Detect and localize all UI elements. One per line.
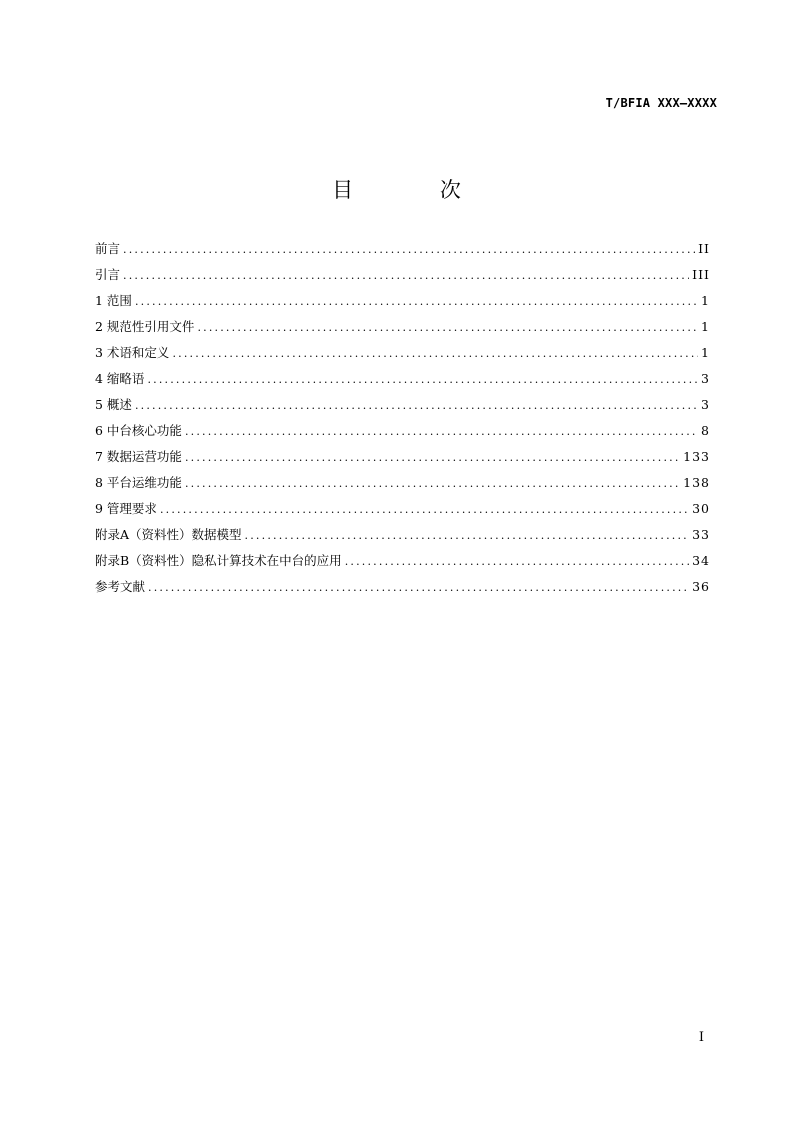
toc-entry-platform-maintenance[interactable] (95, 470, 710, 496)
toc-entry-page: 33 (692, 527, 710, 542)
toc-entry-page: 8 (701, 423, 710, 438)
toc-leader-dots (123, 263, 689, 289)
toc-entry-page: 3 (701, 371, 710, 386)
toc-entry-label: 3 术语和定义 (95, 345, 170, 360)
toc-entry-label: 附录B（资料性）隐私计算技术在中台的应用 (95, 553, 342, 568)
toc-entry-label: 5 概述 (95, 397, 132, 412)
toc-entry-terms-definitions[interactable] (95, 340, 710, 366)
toc-leader-dots (345, 549, 689, 575)
toc-list (95, 236, 710, 600)
toc-entry-normative-references[interactable] (95, 314, 710, 340)
toc-entry-scope[interactable] (95, 288, 710, 314)
toc-entry-foreword[interactable] (95, 236, 710, 262)
toc-leader-dots (172, 341, 698, 367)
toc-entry-page: 34 (692, 553, 710, 568)
toc-leader-dots (135, 289, 698, 315)
toc-entry-page: 36 (692, 579, 710, 594)
page-number: I (698, 1030, 704, 1045)
toc-entry-page: II (698, 241, 710, 256)
toc-entry-label: 2 规范性引用文件 (95, 319, 195, 334)
toc-entry-page: 138 (683, 475, 710, 490)
toc-entry-label: 前言 (95, 241, 121, 256)
toc-entry-label: 参考文献 (95, 579, 146, 594)
toc-leader-dots (123, 237, 695, 263)
toc-entry-label: 4 缩略语 (95, 371, 145, 386)
toc-entry-introduction[interactable] (95, 262, 710, 288)
toc-entry-page: 30 (692, 501, 710, 516)
toc-entry-overview[interactable] (95, 392, 710, 418)
toc-entry-page: 133 (683, 449, 710, 464)
toc-entry-page: 1 (701, 319, 710, 334)
toc-entry-abbreviations[interactable] (95, 366, 710, 392)
toc-leader-dots (148, 575, 689, 601)
toc-entry-label: 9 管理要求 (95, 501, 157, 516)
toc-entry-page: III (692, 267, 710, 282)
toc-entry-label: 引言 (95, 267, 121, 282)
toc-entry-management-requirements[interactable] (95, 496, 710, 522)
toc-leader-dots (185, 471, 680, 497)
toc-leader-dots (197, 315, 698, 341)
toc-entry-page: 1 (701, 345, 710, 360)
toc-entry-bibliography[interactable] (95, 574, 710, 600)
toc-leader-dots (185, 445, 680, 471)
toc-entry-core-functions[interactable] (95, 418, 710, 444)
toc-leader-dots (160, 497, 689, 523)
toc-entry-appendix-a[interactable] (95, 522, 710, 548)
toc-entry-data-operations[interactable] (95, 444, 710, 470)
toc-leader-dots (245, 523, 690, 549)
document-code: T/BFIA XXX—XXXX (605, 96, 717, 110)
toc-entry-page: 1 (701, 293, 710, 308)
toc-title: 目 次 (332, 178, 501, 202)
toc-entry-label: 1 范围 (95, 293, 132, 308)
toc-entry-label: 7 数据运营功能 (95, 449, 182, 464)
toc-entry-label: 附录A（资料性）数据模型 (95, 527, 242, 542)
toc-entry-page: 3 (701, 397, 710, 412)
toc-entry-appendix-b[interactable] (95, 548, 710, 574)
toc-leader-dots (147, 367, 698, 393)
toc-leader-dots (185, 419, 698, 445)
toc-entry-label: 8 平台运维功能 (95, 475, 182, 490)
toc-entry-label: 6 中台核心功能 (95, 423, 182, 438)
toc-leader-dots (135, 393, 698, 419)
